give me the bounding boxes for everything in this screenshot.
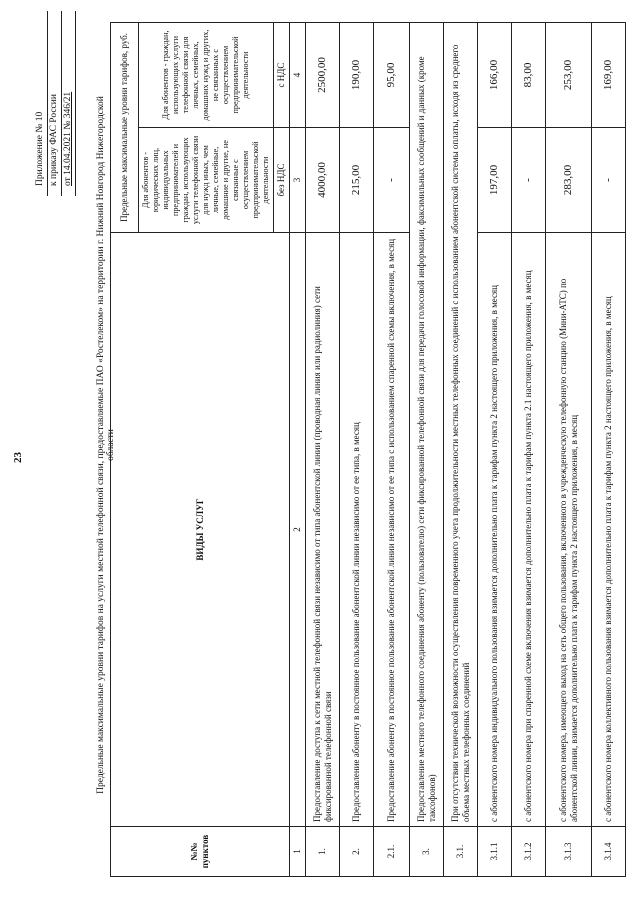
row-num: 1. (306, 827, 340, 877)
header-citizens: Для абонентов - граждан, использующих услуги телефонной связи для личных, семейных, домашних нужд и других, не связанных с осуществлением предпринимательской деятельности (139, 23, 274, 128)
row-text: с абонентского номера при спаренной схеме включения взимается дополнительно плата к тарифам пункта 2.1 настоящего приложения, в месяц (512, 233, 546, 827)
row-text: Предоставление местного телефонного соединения абоненту (пользователю) сети фиксированной телефонной связи для передачи голосовой информации, факсимильных сообщений и данных (кроме таксофонов) (410, 23, 444, 827)
row-num: 2.1. (374, 827, 410, 877)
row-citizens-price: 253,00 (546, 23, 592, 128)
numbering-row (290, 23, 306, 877)
table-row (512, 23, 546, 877)
table-row (444, 23, 478, 877)
tariff-table (110, 22, 626, 877)
row-citizens-price: 2500,00 (306, 23, 340, 128)
row-legal-price: 283,00 (546, 128, 592, 233)
header-legal: Для абонентов - юридических лиц, индивидуальных предпринимателей и граждан, использующих услуги телефонной связи для нужд иных, чем личные, семейные, домашние и другие, не связанные с осуществлением предпринимательской деятельности (139, 128, 274, 233)
row-legal-price: 197,00 (478, 128, 512, 233)
numbering-cell-3: 3 (290, 128, 306, 233)
row-legal-price: - (512, 128, 546, 233)
row-text: с абонентского номера коллективного пользования взимается дополнительно плата к тарифам пункта 2 настоящего приложения, в месяц (592, 233, 626, 827)
row-num: 2. (340, 827, 374, 877)
page-number: 23 (12, 452, 24, 463)
row-legal-price: 215,00 (340, 128, 374, 233)
table-row (478, 23, 512, 877)
document-title: Предельные максимальные уровни тарифов на услуги местной телефонной связи, предоставляемые ПАО «Ростелеком» на территории г. Нижний Новгород Нижегородской области (96, 96, 116, 794)
row-citizens-price: 166,00 (478, 23, 512, 128)
row-text: При отсутствии технической возможности осуществления повременного учета продолжительности местных телефонных соединений с использованием абонентской системы оплаты, исходя из среднего объема местных телефонных соединений (444, 23, 478, 827)
attachment-line-2: к приказу ФАС России (48, 11, 62, 196)
row-num: 3.1. (444, 827, 478, 877)
header-sub-legal: без НДС (274, 128, 290, 233)
row-citizens-price: 83,00 (512, 23, 546, 128)
attachment-block (34, 11, 76, 196)
numbering-cell-4: 4 (290, 23, 306, 128)
header-num: №№ пунктов (111, 827, 290, 877)
row-num: 3.1.3 (546, 827, 592, 877)
row-text: с абонентского номера, имеющего выход на сеть общего пользования, включенного в учрежденческую телефонную станцию (Мини-АТС) по абонентской линии, взимается дополнительно плата к тарифам пункта 2 настоящего приложения, в месяц (546, 233, 592, 827)
row-citizens-price: 95,00 (374, 23, 410, 128)
row-num: 3.1.1 (478, 827, 512, 877)
table-row (374, 23, 410, 877)
row-legal-price: - (592, 128, 626, 233)
attachment-line-1: Приложение № 10 (34, 11, 48, 196)
table-row (592, 23, 626, 877)
header-sub-citizens: с НДС (274, 23, 290, 128)
row-text: Предоставление абоненту в постоянное пользование абонентской линии независимо от ее типа, в месяц (340, 233, 374, 827)
row-text: Предоставление абоненту в постоянное пользование абонентской линии независимо от ее типа с использованием спаренной схемы включения, в месяц (374, 233, 410, 827)
header-row (111, 23, 139, 877)
table-row (340, 23, 374, 877)
header-services: ВИДЫ УСЛУГ (111, 233, 290, 827)
row-text: с абонентского номера индивидуального пользования взимается дополнительно плата к тарифам пункта 2 настоящего приложения, в месяц (478, 233, 512, 827)
row-legal-price: 4000,00 (306, 128, 340, 233)
row-num: 3.1.2 (512, 827, 546, 877)
row-citizens-price: 190,00 (340, 23, 374, 128)
numbering-cell-2: 2 (290, 233, 306, 827)
numbering-cell-1: 1 (290, 827, 306, 877)
header-levels: Предельные максимальные уровни тарифов, руб. (111, 23, 139, 233)
row-text: Предоставление доступа к сети местной телефонной связи независимо от типа абонентской линии (проводная линия или радиолиния) сети фиксированной телефонной связи (306, 233, 340, 827)
row-num: 3. (410, 827, 444, 877)
attachment-line-3: от 14.04.2021 № 346/21 (62, 11, 76, 196)
row-num: 3.1.4 (592, 827, 626, 877)
table-row (306, 23, 340, 877)
row-citizens-price: 169,00 (592, 23, 626, 128)
table-row (546, 23, 592, 877)
table-row (410, 23, 444, 877)
row-legal-price: - (374, 128, 410, 233)
